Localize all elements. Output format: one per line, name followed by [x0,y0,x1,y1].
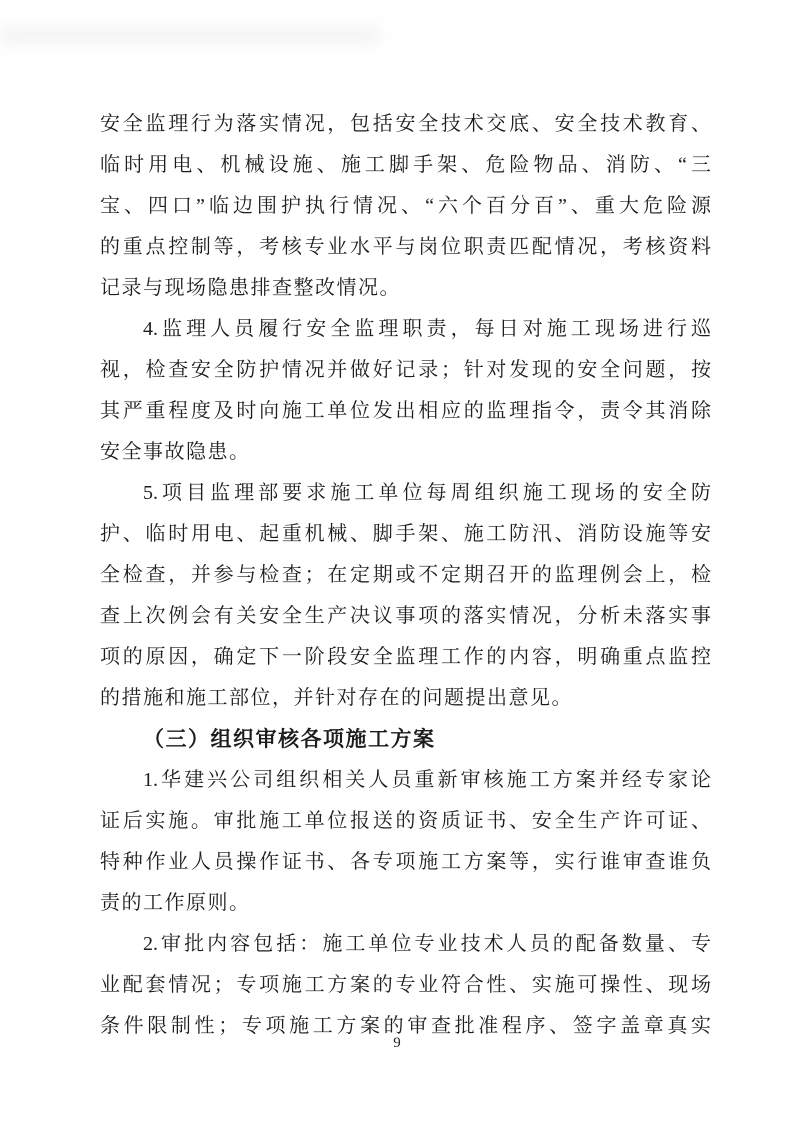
text-line: 宝、四口”临边围护执行情况、“六个百分百”、重大危险源 [100,195,711,217]
text-line: 特种作业人员操作证书、各专项施工方案等，实行谁审查谁负 [100,851,711,873]
scan-artifact [0,26,380,44]
text-line: 护、临时用电、起重机械、脚手架、施工防汛、消防设施等安 [100,523,711,545]
text-line: 记录与现场隐患排查整改情况。 [100,277,401,299]
text-line: 的措施和施工部位，并针对存在的问题提出意见。 [100,687,573,709]
page-number: 9 [393,1035,401,1051]
section-heading: （三）组织审核各项施工方案 [143,727,436,751]
text-line: 项的原因，确定下一阶段安全监理工作的内容，明确重点监控 [100,646,711,668]
text-line: 条件限制性；专项施工方案的审查批准程序、签字盖章真实 [100,1015,711,1037]
text-line: 安全事故隐患。 [100,441,251,463]
text-line: 2.审批内容包括：施工单位专业技术人员的配备数量、专 [143,933,711,955]
document-body [100,104,711,1047]
text-line: 其严重程度及时向施工单位发出相应的监理指令，责令其消除 [100,400,711,422]
text-line: 业配套情况；专项施工方案的专业符合性、实施可操性、现场 [100,974,711,996]
text-line: 全检查，并参与检查；在定期或不定期召开的监理例会上，检 [100,564,711,586]
text-line: 4.监理人员履行安全监理职责，每日对施工现场进行巡 [143,318,711,340]
text-line: 查上次例会有关安全生产决议事项的落实情况，分析未落实事 [100,605,711,627]
text-line: 的重点控制等，考核专业水平与岗位职责匹配情况，考核资料 [100,236,711,258]
text-line: 视，检查安全防护情况并做好记录；针对发现的安全问题，按 [100,359,711,381]
text-line: 5.项目监理部要求施工单位每周组织施工现场的安全防 [143,482,711,504]
text-line: 安全监理行为落实情况，包括安全技术交底、安全技术教育、 [100,113,711,135]
text-line: 责的工作原则。 [100,892,251,914]
text-line: 1.华建兴公司组织相关人员重新审核施工方案并经专家论 [143,769,711,791]
page-footer [0,1034,794,1052]
text-line: 临时用电、机械设施、施工脚手架、危险物品、消防、“三 [100,154,711,176]
text-line: 证后实施。审批施工单位报送的资质证书、安全生产许可证、 [100,810,711,832]
